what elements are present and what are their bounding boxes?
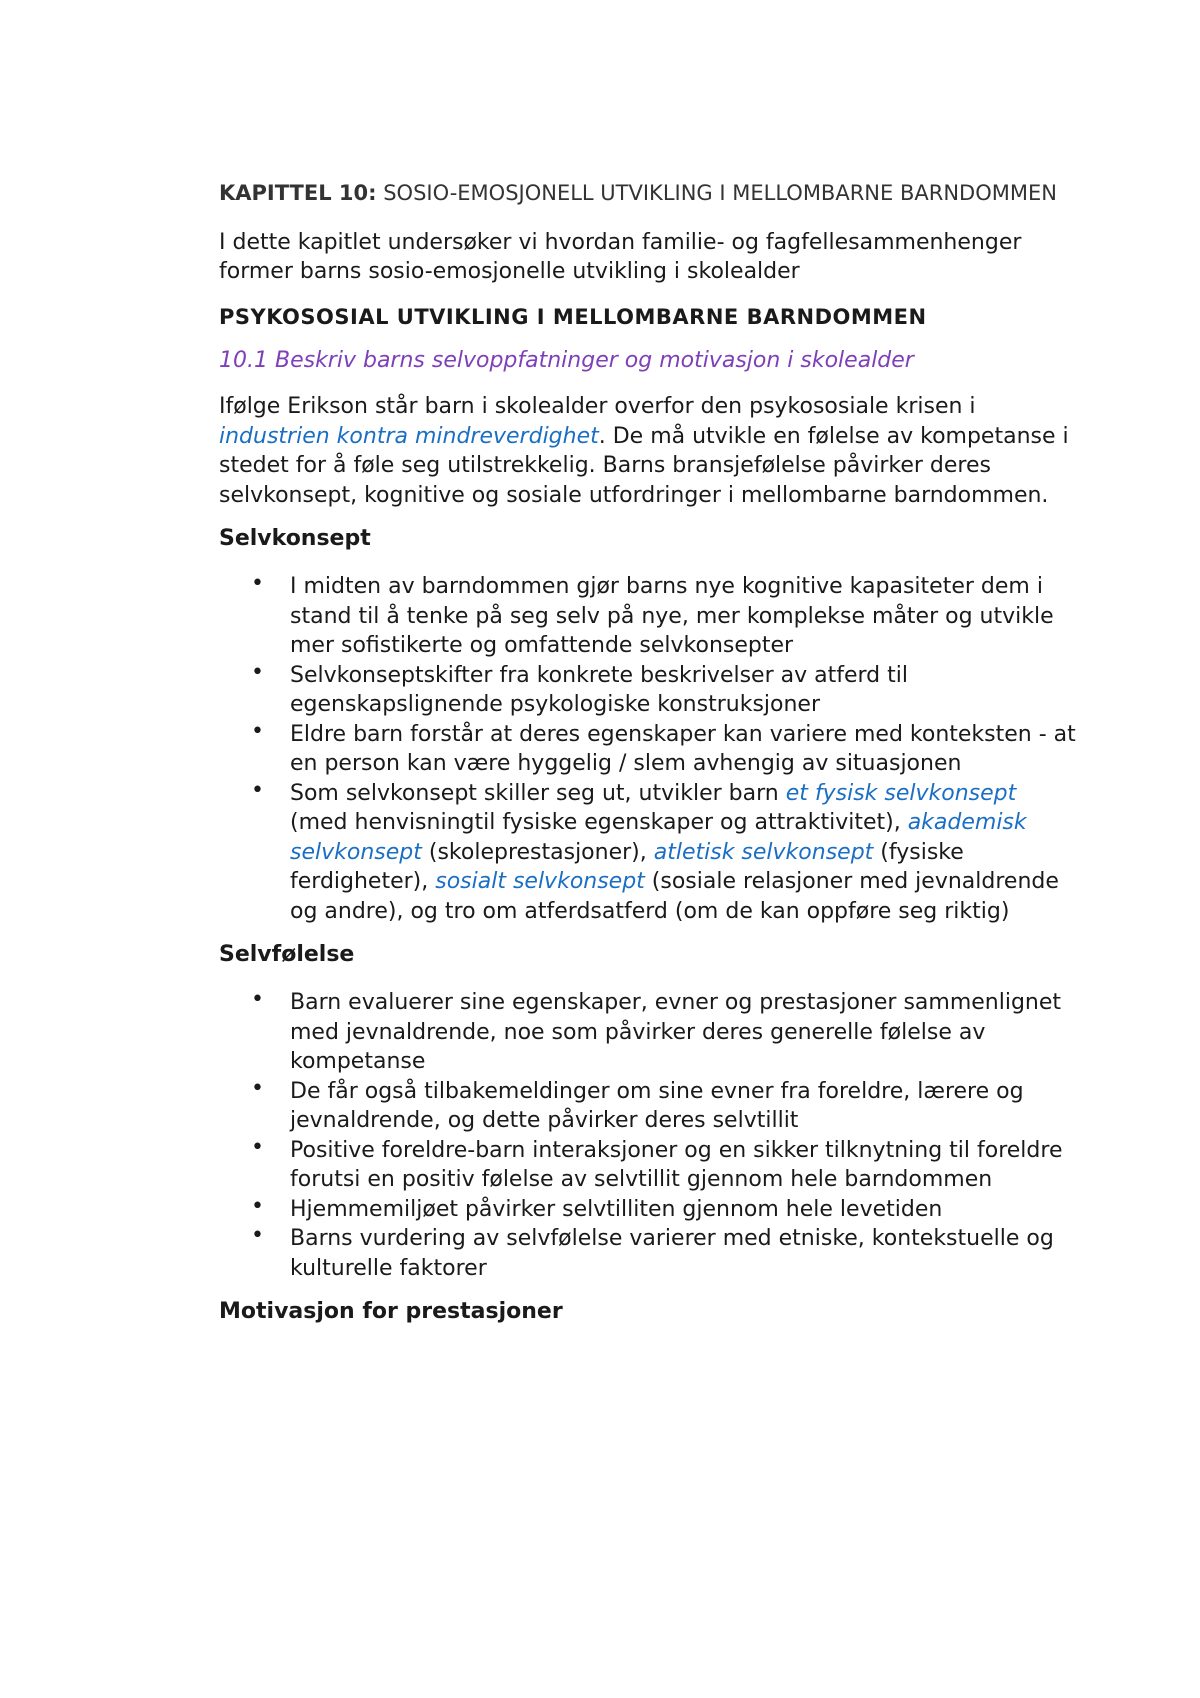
bullet-icon: •: [251, 1134, 264, 1160]
list-item-text: (skoleprestasjoner),: [421, 839, 654, 865]
list-item: [219, 661, 1079, 720]
bullet-icon: •: [251, 1075, 264, 1101]
bullet-icon: •: [251, 1223, 264, 1248]
section-heading: PSYKOSOSIAL UTVIKLING I MELLOMBARNE BARNDOMMEN: [219, 305, 927, 329]
selvkonsept-heading: Selvkonsept: [219, 526, 371, 551]
list-item-text: Som selvkonsept skiller seg ut, utvikler barn: [290, 780, 786, 806]
list-item-text: Barn evaluerer sine egenskaper, evner og prestasjoner sammenlignet med jevnaldrende, noe som påvirker deres generelle følelse av kompetanse: [290, 990, 1062, 1074]
list-item-text: I midten av barndommen gjør barns nye kognitive kapasiteter dem i stand til å tenke på seg selv på nye, mer komplekse måter og utvikle mer sofistikerte og omfattende selvkonsepter: [290, 574, 1054, 658]
motivasjon-heading: Motivasjon for prestasjoner: [219, 1299, 563, 1324]
chapter-title: [219, 178, 1079, 208]
erikson-paragraph: [219, 392, 1079, 510]
list-item-text: (sosiale relasjoner med jevnaldrende og andre), og tro om atferdsatferd (om de kan oppføre seg riktig): [290, 869, 1059, 924]
list-item-text: (fysiske ferdigheter),: [290, 839, 964, 894]
list-item-text: (med henvisningtil fysiske egenskaper og attraktivitet),: [290, 810, 908, 835]
list-item-text: De får også tilbakemeldinger om sine evner fra foreldre, lærere og jevnaldrende, og dette påvirker deres selvtillit: [290, 1078, 1024, 1133]
list-item-text: Positive foreldre-barn interaksjoner og en sikker tilknytning til foreldre forutsi en positiv følelse av selvtillit gjennom hele barndommen: [290, 1137, 1063, 1192]
list-item: [219, 1077, 1079, 1136]
erikson-text-2: . De må utvikle en følelse av kompetanse i stedet for å føle seg utilstrekkelig. Barns bransjefølelse påvirker deres selvkonsept, kognitive og sosiale utfordringer i mellombarne barndommen.: [219, 423, 1069, 508]
key-term-industry: industrien kontra mindreverdighet: [219, 423, 599, 449]
selvfolelse-list: [219, 988, 1079, 1283]
intro-paragraph: I dette kapitlet undersøker vi hvordan familie- og fagfellesammenhenger former barns sosio-emosjonelle utvikling i skolealder: [219, 230, 1022, 284]
list-item: [219, 779, 1079, 927]
bullet-icon: •: [251, 571, 264, 596]
chapter-label: KAPITTEL 10:: [219, 181, 377, 205]
bullet-icon: •: [251, 987, 264, 1012]
bullet-icon: •: [251, 777, 264, 803]
list-item-text: Barns vurdering av selvfølelse varierer med etniske, kontekstuelle og kulturelle faktorer: [290, 1226, 1054, 1281]
selvkonsept-list: [219, 572, 1079, 926]
list-item: [219, 1195, 1079, 1225]
document-content: [219, 178, 1079, 1345]
learning-objective: 10.1 Beskriv barns selvoppfatninger og motivasjon i skolealder: [219, 348, 914, 373]
list-item-text: Hjemmemiljøet påvirker selvtilliten gjennom hele levetiden: [290, 1196, 943, 1222]
chapter-title-text: SOSIO-EMOSJONELL UTVIKLING I MELLOMBARNE BARNDOMMEN: [376, 181, 1057, 205]
list-item-text: Eldre barn forstår at deres egenskaper kan variere med konteksten - at en person kan være hyggelig / slem avhengig av situasjonen: [290, 721, 1076, 776]
key-term-academic-self: akademisk selvkonsept: [290, 810, 1027, 865]
list-item: [219, 1224, 1079, 1283]
key-term-physical-self: et fysisk selvkonsept: [785, 780, 1017, 806]
key-term-social-self: sosialt selvkonsept: [435, 869, 645, 894]
list-item: [219, 572, 1079, 661]
bullet-icon: •: [251, 718, 264, 744]
erikson-text-1: Ifølge Erikson står barn i skolealder overfor den psykososiale krisen i: [219, 394, 976, 419]
list-item: [219, 988, 1079, 1077]
bullet-icon: •: [251, 659, 264, 685]
list-item: [219, 1136, 1079, 1195]
selvfolelse-heading: Selvfølelse: [219, 942, 355, 967]
list-item: [219, 720, 1079, 779]
bullet-icon: •: [251, 1193, 264, 1219]
list-item-text: Selvkonseptskifter fra konkrete beskrivelser av atferd til egenskapslignende psykologiske konstruksjoner: [290, 662, 908, 717]
key-term-athletic-self: atletisk selvkonsept: [653, 839, 874, 865]
